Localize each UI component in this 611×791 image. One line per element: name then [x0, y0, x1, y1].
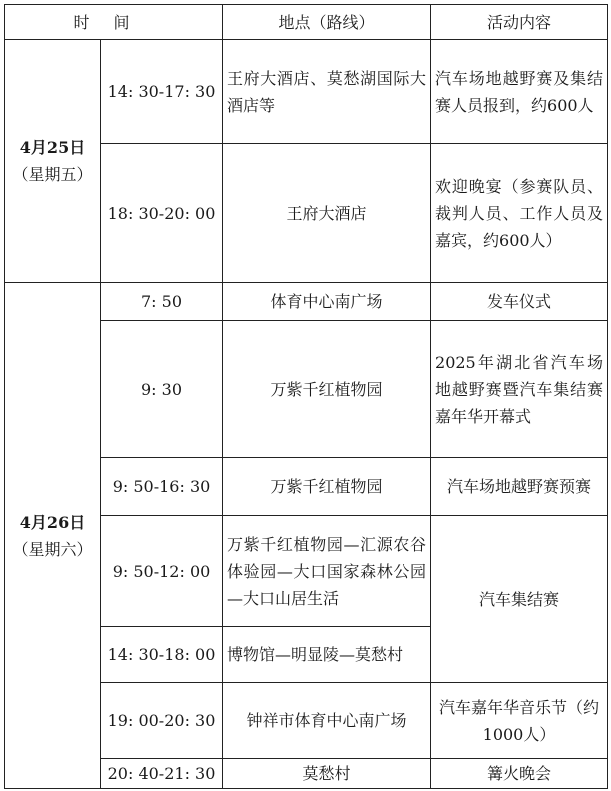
time-cell: 18: 30-20: 00 [101, 144, 223, 283]
table-row [5, 283, 608, 321]
location-cell: 莫愁村 [223, 759, 431, 789]
time-cell: 14: 30-17: 30 [101, 40, 223, 144]
header-row [5, 5, 608, 40]
schedule-table [4, 4, 608, 789]
weekday-label: （星期五） [12, 165, 93, 184]
time-cell: 9: 30 [101, 321, 223, 458]
activity-cell: 发车仪式 [431, 283, 608, 321]
activity-cell: 2025年湖北省汽车场地越野赛暨汽车集结赛嘉年华开幕式 [431, 321, 608, 458]
location-cell: 万紫千红植物园 [223, 458, 431, 516]
location-cell: 王府大酒店 [223, 144, 431, 283]
activity-cell: 篝火晚会 [431, 759, 608, 789]
location-cell: 万紫千红植物园—汇源农谷体验园—大口国家森林公园—大口山居生活 [223, 516, 431, 627]
time-cell: 20: 40-21: 30 [101, 759, 223, 789]
location-cell: 体育中心南广场 [223, 283, 431, 321]
date-label: 4月26日 [19, 512, 86, 532]
location-cell: 王府大酒店、莫愁湖国际大酒店等 [223, 40, 431, 144]
location-cell: 博物馆—明显陵—莫愁村 [223, 627, 431, 683]
location-cell: 钟祥市体育中心南广场 [223, 683, 431, 759]
date-label: 4月25日 [19, 138, 86, 157]
time-cell: 19: 00-20: 30 [101, 683, 223, 759]
time-cell: 9: 50-12: 00 [101, 516, 223, 627]
activity-cell: 汽车嘉年华音乐节（约1000人） [431, 683, 608, 759]
header-time: 时间 [5, 5, 223, 40]
time-cell: 9: 50-16: 30 [101, 458, 223, 516]
header-activity: 活动内容 [431, 5, 608, 40]
date-cell-apr25 [5, 40, 101, 283]
time-cell: 7: 50 [101, 283, 223, 321]
table-row [5, 40, 608, 144]
activity-cell: 汽车集结赛 [431, 516, 608, 683]
location-cell: 万紫千红植物园 [223, 321, 431, 458]
activity-cell: 汽车场地越野赛预赛 [431, 458, 608, 516]
activity-cell: 汽车场地越野赛及集结赛人员报到，约600人 [431, 40, 608, 144]
header-location: 地点（路线） [223, 5, 431, 40]
activity-cell: 欢迎晚宴（参赛队员、裁判人员、工作人员及嘉宾，约600人） [431, 144, 608, 283]
date-cell-apr26 [5, 283, 101, 789]
weekday-label: （星期六） [12, 539, 93, 559]
time-cell: 14: 30-18: 00 [101, 627, 223, 683]
